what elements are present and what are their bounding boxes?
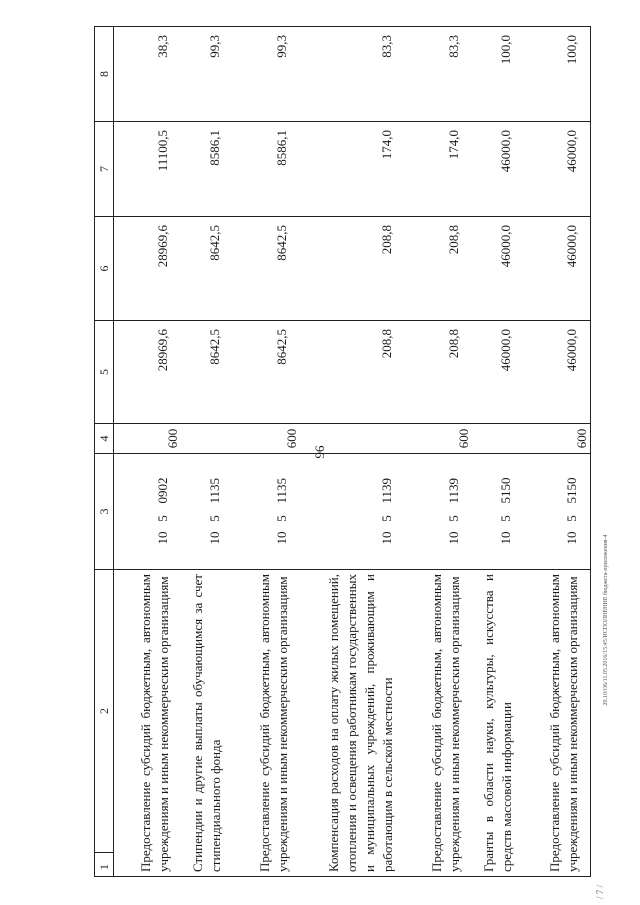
value-col-8: 99,3 xyxy=(233,27,300,122)
side-note: 20.10/О6/11.05.2016/15:45/ИСПОЛНЕНИЕ бюджета-приложения-4 xyxy=(603,534,609,706)
table-row xyxy=(524,27,591,877)
header-col-5: 5 xyxy=(95,321,114,424)
code-type: 600 xyxy=(114,424,181,454)
row-description: Предоставление субсидий бюджетным, автономным учреждениям и иным некоммерческим организациям xyxy=(233,570,300,877)
report-table-container xyxy=(94,27,589,877)
value-col-6: 8642,5 xyxy=(233,217,300,321)
code-article: 1139 xyxy=(300,454,405,508)
code-article: 1139 xyxy=(405,454,472,508)
value-col-7: 174,0 xyxy=(300,122,405,217)
code-type: 600 xyxy=(233,424,300,454)
value-col-8: 83,3 xyxy=(405,27,472,122)
code-section: 10 xyxy=(405,530,472,570)
value-col-7: 174,0 xyxy=(405,122,472,217)
code-type: 600 xyxy=(405,424,472,454)
code-section: 10 xyxy=(114,530,181,570)
code-subsection: 5 xyxy=(154,515,170,522)
value-col-8: 83,3 xyxy=(300,27,405,122)
value-col-8: 100,0 xyxy=(472,27,524,122)
code-subsection: 5 xyxy=(445,515,461,522)
header-col-8: 8 xyxy=(95,27,114,122)
value-col-5: 8642,5 xyxy=(181,321,233,424)
row-description: Стипендии и другие выплаты обучающимся за счет стипендиального фонда xyxy=(181,570,233,877)
code-subsection: 5 xyxy=(378,515,394,522)
table-row xyxy=(114,27,181,877)
value-col-5: 208,8 xyxy=(300,321,405,424)
value-col-6: 8642,5 xyxy=(181,217,233,321)
header-col-7: 7 xyxy=(95,122,114,217)
page-corner-mark: / 7 / xyxy=(595,884,605,900)
table-row xyxy=(405,27,472,877)
value-col-8: 38,3 xyxy=(114,27,181,122)
code-article: 5150 xyxy=(472,454,524,508)
header-col-2: 2 xyxy=(95,570,114,853)
row-description: Компенсация расходов на оплату жилых помещений, отопления и освещения работникам государственных и муниципальных учреждений, проживающим и работающим в сельской местности xyxy=(300,570,405,877)
table-row xyxy=(181,27,233,877)
value-col-7: 46000,0 xyxy=(524,122,591,217)
code-article: 1135 xyxy=(181,454,233,508)
row-description: Гранты в области науки, культуры, искусства и средств массовой информации xyxy=(472,570,524,877)
value-col-5: 46000,0 xyxy=(472,321,524,424)
code-section: 10 xyxy=(233,530,300,570)
code-section: 10 xyxy=(472,530,524,570)
table-row xyxy=(472,27,524,877)
value-col-5: 46000,0 xyxy=(524,321,591,424)
row-description: Предоставление субсидий бюджетным, автономным учреждениям и иным некоммерческим организациям xyxy=(524,570,591,877)
row-description: Предоставление субсидий бюджетным, автономным учреждениям и иным некоммерческим организациям xyxy=(405,570,472,877)
value-col-7: 11100,5 xyxy=(114,122,181,217)
code-type: 600 xyxy=(524,424,591,454)
header-row xyxy=(95,27,114,877)
header-col-4: 4 xyxy=(95,424,114,454)
row-description: Предоставление субсидий бюджетным, автономным учреждениям и иным некоммерческим организациям xyxy=(114,570,181,877)
value-col-8: 100,0 xyxy=(524,27,591,122)
value-col-6: 208,8 xyxy=(405,217,472,321)
code-section: 10 xyxy=(181,530,233,570)
value-col-6: 28969,6 xyxy=(114,217,181,321)
value-col-6: 46000,0 xyxy=(472,217,524,321)
code-type xyxy=(472,424,524,454)
value-col-7: 46000,0 xyxy=(472,122,524,217)
code-type xyxy=(181,424,233,454)
header-col-1: 1 xyxy=(95,853,114,877)
table-row xyxy=(233,27,300,877)
value-col-5: 208,8 xyxy=(405,321,472,424)
value-col-6: 208,8 xyxy=(300,217,405,321)
code-subsection: 5 xyxy=(524,508,591,530)
code-section: 10 xyxy=(524,530,591,570)
value-col-7: 8586,1 xyxy=(233,122,300,217)
header-col-3: 3 xyxy=(95,454,114,570)
code-subsection: 5 xyxy=(497,515,513,522)
code-subsection: 5 xyxy=(273,515,289,522)
value-col-5: 28969,6 xyxy=(114,321,181,424)
code-article: 5150 xyxy=(524,454,591,508)
code-subsection: 5 xyxy=(206,515,222,522)
value-col-6: 46000,0 xyxy=(524,217,591,321)
code-type xyxy=(300,424,405,454)
code-section: 10 xyxy=(300,530,405,570)
value-col-8: 99,3 xyxy=(181,27,233,122)
code-article: 0902 xyxy=(114,454,181,508)
header-col-6: 6 xyxy=(95,217,114,321)
code-article: 1135 xyxy=(233,454,300,508)
value-col-7: 8586,1 xyxy=(181,122,233,217)
table-row xyxy=(300,27,405,877)
budget-table xyxy=(94,26,591,877)
value-col-5: 8642,5 xyxy=(233,321,300,424)
page-number: 96 xyxy=(312,445,327,459)
